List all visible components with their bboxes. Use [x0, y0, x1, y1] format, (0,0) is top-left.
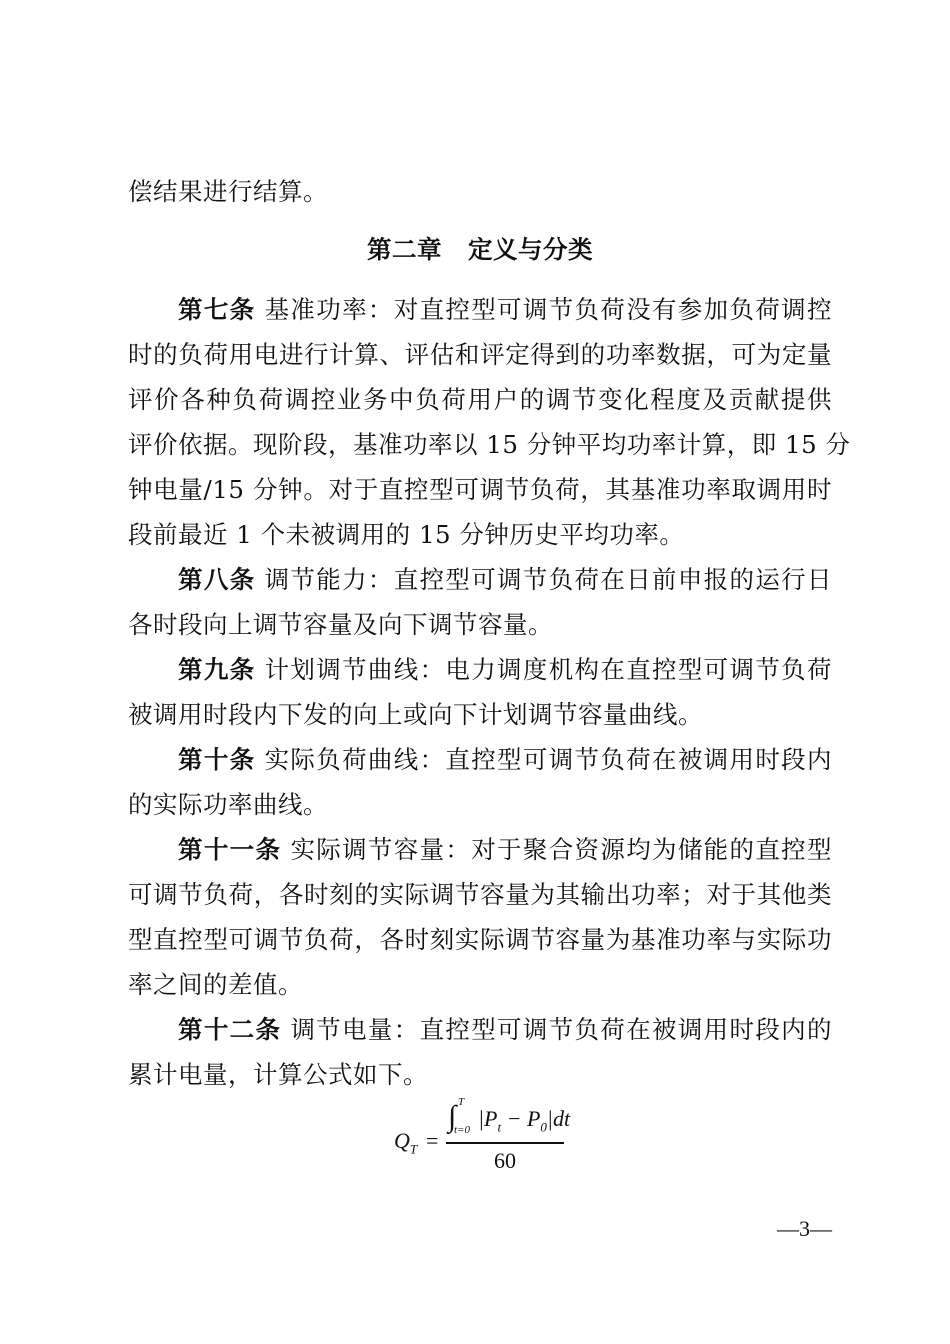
article-8-label: 第八条: [178, 565, 256, 594]
article-11-line-4: 率之间的差值。: [128, 970, 303, 999]
article-11-line-1: 第十一条 实际调节容量：对于聚合资源均为储能的直控型: [178, 835, 832, 864]
article-12-label: 第十二条: [178, 1015, 282, 1044]
formula-denominator: 60: [494, 1148, 516, 1173]
article-7-line-4: 评价依据。现阶段，基准功率以 15 分钟平均功率计算，即 15 分: [128, 430, 851, 459]
article-11-line-2: 可调节负荷，各时刻的实际调节容量为其输出功率；对于其他类: [128, 880, 832, 909]
article-8-line-2: 各时段向上调节容量及向下调节容量。: [128, 610, 553, 639]
page-number: —3—: [777, 1216, 832, 1241]
article-12-line-2: 累计电量，计算公式如下。: [128, 1060, 428, 1089]
chapter-heading: [128, 228, 832, 272]
article-9-label: 第九条: [178, 655, 256, 684]
article-10-label: 第十条: [178, 745, 256, 774]
article-11-line-3: 型直控型可调节负荷，各时刻实际调节容量为基准功率与实际功: [128, 925, 832, 954]
intro-line: 偿结果进行结算。: [128, 177, 328, 206]
article-7-label: 第七条: [178, 295, 256, 324]
formula-numerator: [444, 1096, 571, 1138]
article-8-line-1: 第八条 调节能力：直控型可调节负荷在日前申报的运行日: [178, 565, 832, 594]
formula-lhs: $Q_T$: [394, 1128, 418, 1157]
formula-equals: =: [426, 1128, 439, 1153]
chapter-number: 第二章: [367, 235, 442, 264]
integral-sign: ∫: [448, 1100, 457, 1133]
energy-formula: [390, 1098, 580, 1178]
article-9-line-1: 第九条 计划调节曲线：电力调度机构在直控型可调节负荷: [178, 655, 832, 684]
article-7-line-6: 段前最近 1 个未被调用的 15 分钟历史平均功率。: [128, 520, 685, 549]
article-12-line-1: 第十二条 调节电量：直控型可调节负荷在被调用时段内的: [178, 1015, 832, 1044]
article-7-line-3: 评价各种负荷调控业务中负荷用户的调节变化程度及贡献提供: [128, 385, 832, 414]
article-7-line-2: 时的负荷用电进行计算、评估和评定得到的功率数据，可为定量: [128, 340, 832, 369]
article-7-line-1: 第七条 基准功率：对直控型可调节负荷没有参加负荷调控: [178, 295, 832, 324]
chapter-title: 定义与分类: [468, 235, 593, 264]
formula-integrand: $|P_t - P_0|dt$: [478, 1106, 571, 1135]
article-9-line-2: 被调用时段内下发的向上或向下计划调节容量曲线。: [128, 700, 703, 729]
integral-upper-limit: T: [458, 1096, 465, 1108]
article-10-line-1: 第十条 实际负荷曲线：直控型可调节负荷在被调用时段内: [178, 745, 832, 774]
integral-lower-limit: t=0: [454, 1124, 470, 1136]
article-10-line-2: 的实际功率曲线。: [128, 790, 328, 819]
article-11-label: 第十一条: [178, 835, 282, 864]
article-7-line-5: 钟电量/15 分钟。对于直控型可调节负荷，其基准功率取调用时: [128, 475, 832, 504]
fraction-bar: [446, 1142, 564, 1144]
